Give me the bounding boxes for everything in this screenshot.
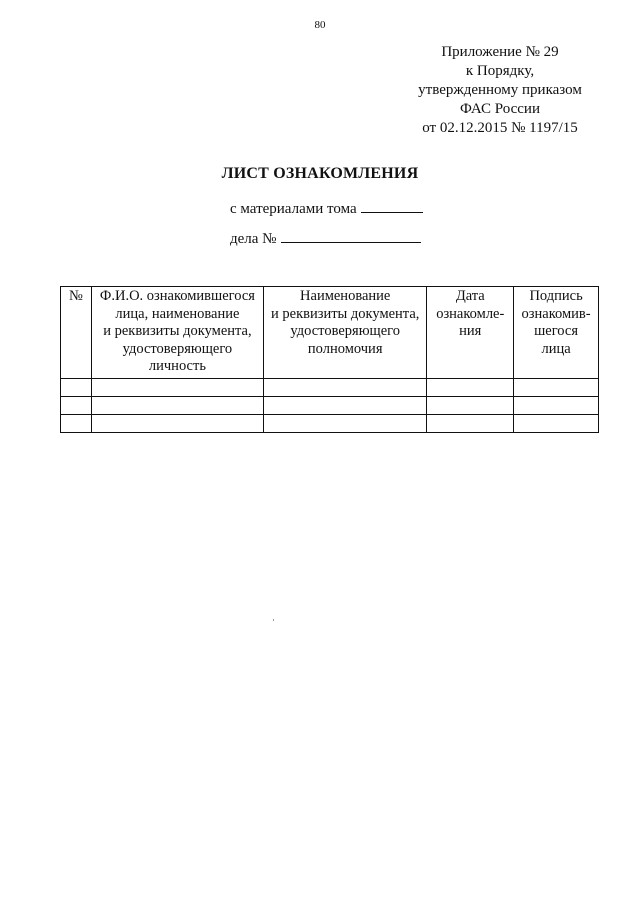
header-line: ния [459, 323, 482, 339]
cell-full-name[interactable] [91, 396, 263, 414]
cell-number[interactable] [61, 414, 92, 432]
appendix-line: Приложение № 29 [441, 44, 559, 60]
header-line: лица [541, 340, 571, 357]
header-full-name [91, 287, 263, 379]
table-row [61, 396, 599, 414]
cell-full-name[interactable] [91, 378, 263, 396]
header-line: и реквизиты документа, [103, 323, 252, 339]
cell-full-name[interactable] [91, 414, 263, 432]
header-line: ознакомле- [436, 305, 505, 322]
cell-date[interactable] [427, 414, 514, 432]
header-number [61, 287, 92, 379]
cell-signature[interactable] [514, 414, 599, 432]
cell-date[interactable] [427, 378, 514, 396]
case-number-blank[interactable] [281, 228, 421, 243]
volume-blank[interactable] [361, 198, 423, 213]
cell-authority-document[interactable] [264, 396, 427, 414]
appendix-line: от 02.12.2015 № 1197/15 [422, 120, 578, 136]
appendix-line: утвержденному приказом [418, 82, 582, 98]
cell-date[interactable] [427, 396, 514, 414]
cell-authority-document[interactable] [264, 414, 427, 432]
acquaintance-table [60, 286, 599, 433]
header-line: № [68, 288, 83, 304]
case-label: дела № [230, 231, 277, 247]
table-row [61, 378, 599, 396]
table-header-row [61, 287, 599, 379]
document-title: ЛИСТ ОЗНАКОМЛЕНИЯ [221, 165, 419, 182]
header-line: удостоверяющего [122, 340, 233, 357]
header-line: удостоверяющего [290, 323, 400, 339]
cell-authority-document[interactable] [264, 378, 427, 396]
scan-speck [273, 619, 274, 621]
cell-number[interactable] [61, 396, 92, 414]
cell-signature[interactable] [514, 378, 599, 396]
header-line: Наименование [300, 288, 391, 304]
header-line: Подпись [529, 288, 583, 304]
case-field [230, 228, 421, 248]
header-line: шегося [534, 323, 579, 339]
header-signature [514, 287, 599, 379]
cell-number[interactable] [61, 378, 92, 396]
volume-field [230, 198, 423, 218]
cell-signature[interactable] [514, 396, 599, 414]
appendix-block [380, 43, 620, 138]
appendix-line: к Порядку, [465, 63, 535, 79]
header-line: личность [148, 358, 206, 374]
volume-label: с материалами тома [230, 201, 357, 217]
header-line: ознакомив- [521, 305, 591, 322]
appendix-line: ФАС России [460, 101, 540, 117]
header-line: полномочия [307, 340, 383, 357]
table-row [61, 414, 599, 432]
header-line: и реквизиты документа, [271, 305, 420, 322]
header-line: Ф.И.О. ознакомившегося [99, 288, 255, 304]
page-number: 80 [314, 19, 326, 31]
header-line: лица, наименование [115, 305, 240, 322]
header-authority-document [264, 287, 427, 379]
header-date [427, 287, 514, 379]
header-line: Дата [455, 288, 485, 304]
